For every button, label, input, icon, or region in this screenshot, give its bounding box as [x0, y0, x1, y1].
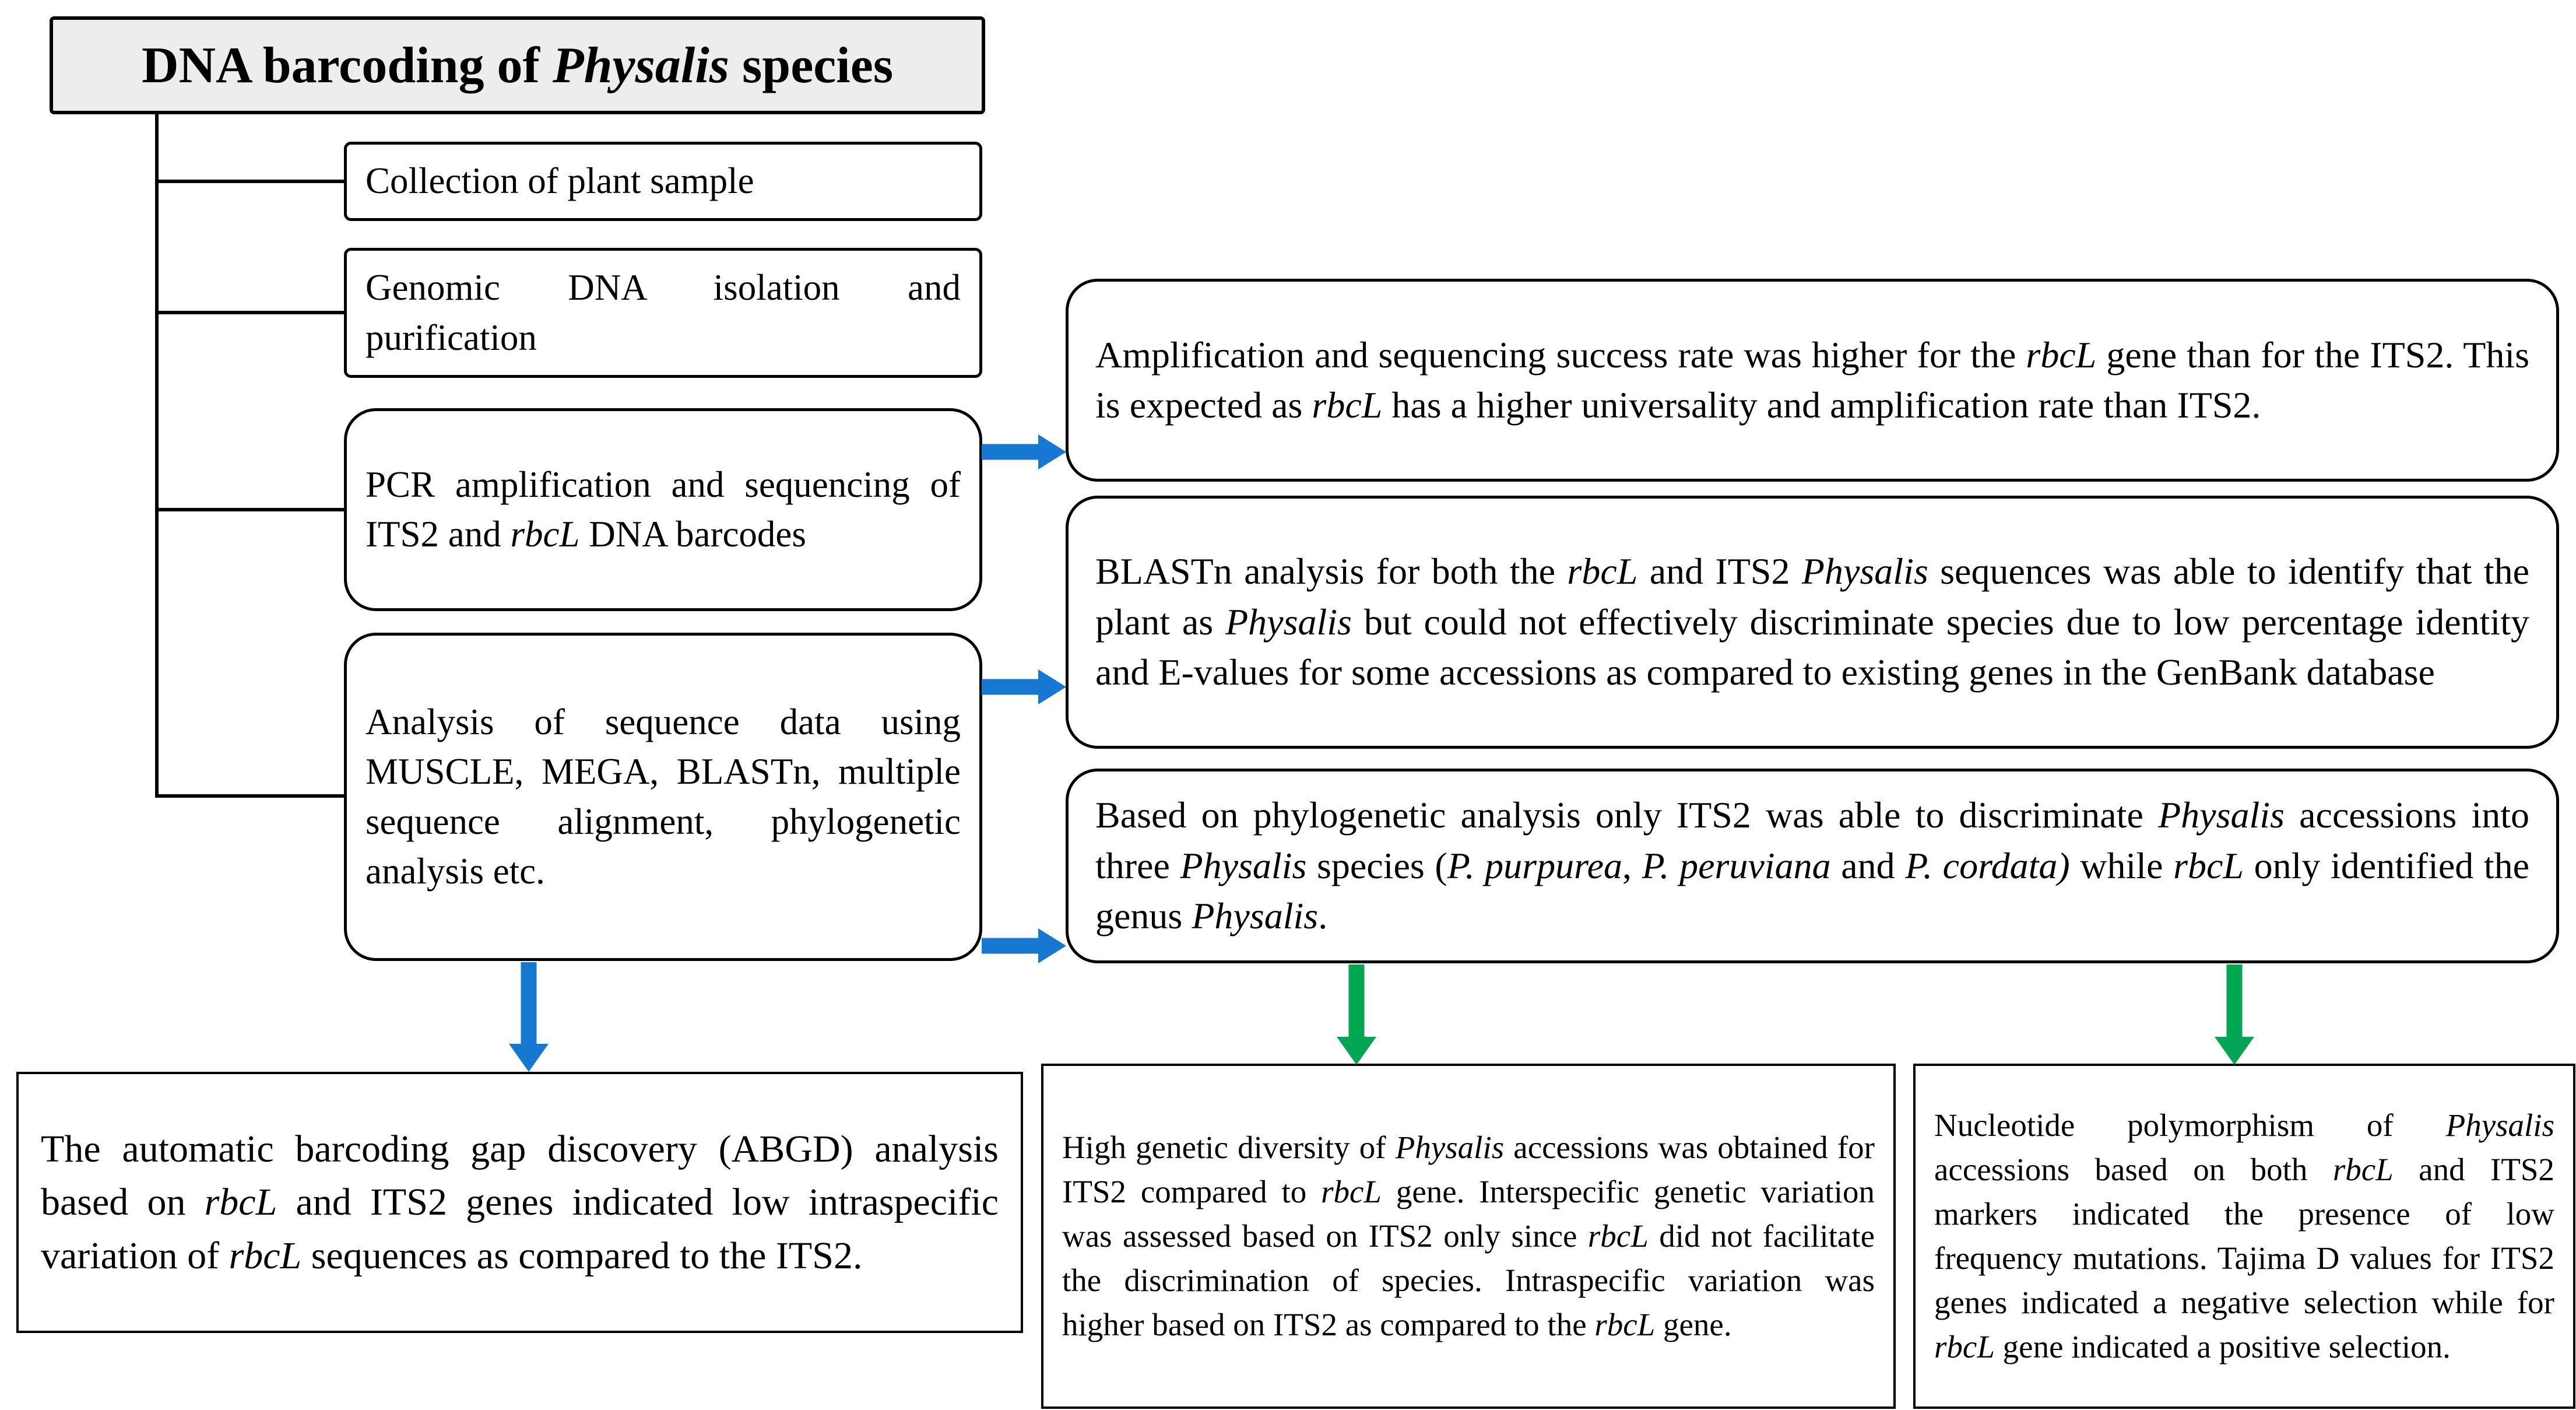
arrow-analysis-to-phylogenetic-result: [982, 928, 1066, 963]
arrow-head-icon: [1337, 1037, 1376, 1065]
tree-trunk-line: [155, 114, 159, 798]
arrow-analysis-to-blastn-result: [982, 669, 1066, 704]
result-box-phylogenetic-analysis: [1066, 769, 2559, 963]
step-box-sequence-analysis: [344, 633, 982, 961]
branch-line-pcr: [155, 508, 344, 511]
arrow-shaft: [982, 938, 1042, 954]
step-box-dna-isolation: [344, 248, 982, 378]
arrow-shaft: [1349, 964, 1365, 1040]
result-amplification-success-text: Amplification and sequencing success rate was higher for the rbcL gene than for the ITS2. This is expected as rbcL has a higher universality and amplification rate than ITS2.: [1095, 334, 2530, 426]
arrow-phylogenetic-to-polymorphism-summary: [2214, 964, 2255, 1065]
result-phylogenetic-analysis-text: Based on phylogenetic analysis only ITS2 was able to discriminate Physalis accessions into three Physalis species (P. purpurea, P. peruviana and P. cordata) while rbcL only identified the genus Physalis.: [1095, 794, 2530, 937]
branch-line-collection: [155, 180, 344, 183]
step-box-pcr-amplification: [344, 408, 982, 611]
arrow-head-icon: [1038, 928, 1066, 963]
step-box-collection: [344, 142, 982, 221]
arrow-pcr-to-amplification-result: [982, 434, 1066, 469]
summary-box-abgd: [16, 1072, 1023, 1333]
step-pcr-amplification-text: PCR amplification and sequencing of ITS2 and rbcL DNA barcodes: [366, 464, 961, 555]
summary-abgd-text: The automatic barcoding gap discovery (ABGD) analysis based on rbcL and ITS2 genes indicated low intraspecific variation of rbcL sequences as compared to the ITS2.: [41, 1128, 999, 1277]
result-box-blastn-analysis: [1066, 496, 2559, 749]
arrow-shaft: [521, 962, 537, 1047]
arrow-analysis-to-abgd-summary: [508, 962, 549, 1072]
summary-genetic-diversity-text: High genetic diversity of Physalis accessions was obtained for ITS2 compared to rbcL gene. Interspecific genetic variation was assessed based on ITS2 only since rbcL did not facilitate the discrimination of species. Intraspecific variation was higher based on ITS2 as compared to the rbcL gene.: [1062, 1130, 1875, 1342]
diagram-title: DNA barcoding of Physalis species: [141, 37, 894, 94]
result-blastn-analysis-text: BLASTn analysis for both the rbcL and ITS2 Physalis sequences was able to identify that the plant as Physalis but could not effectively discriminate species due to low percentage identity and E-values for some accessions as compared to existing genes in the GenBank database: [1095, 550, 2530, 693]
branch-line-dna-isolation: [155, 311, 344, 314]
step-collection-text: Collection of plant sample: [366, 160, 754, 202]
arrow-head-icon: [509, 1044, 549, 1072]
branch-line-analysis: [155, 794, 344, 798]
arrow-shaft: [2227, 964, 2243, 1040]
arrow-shaft: [982, 679, 1042, 695]
summary-box-nucleotide-polymorphism: [1913, 1064, 2575, 1409]
arrow-head-icon: [1038, 434, 1066, 469]
step-sequence-analysis-text: Analysis of sequence data using MUSCLE, MEGA, BLASTn, multiple sequence alignment, phylogenetic analysis etc.: [366, 702, 961, 892]
step-dna-isolation-text: Genomic DNA isolation and purification: [366, 267, 961, 358]
summary-nucleotide-polymorphism-text: Nucleotide polymorphism of Physalis accessions based on both rbcL and ITS2 markers indicated the presence of low frequency mutations. Tajima D values for ITS2 genes indicated a negative selection while for rbcL gene indicated a positive selection.: [1934, 1107, 2554, 1365]
arrow-phylogenetic-to-diversity-summary: [1336, 964, 1377, 1065]
arrow-head-icon: [1038, 669, 1066, 704]
summary-box-genetic-diversity: [1041, 1064, 1896, 1409]
result-box-amplification-success: [1066, 279, 2559, 482]
title-box: [50, 16, 985, 114]
arrow-shaft: [982, 444, 1042, 460]
arrow-head-icon: [2215, 1037, 2254, 1065]
